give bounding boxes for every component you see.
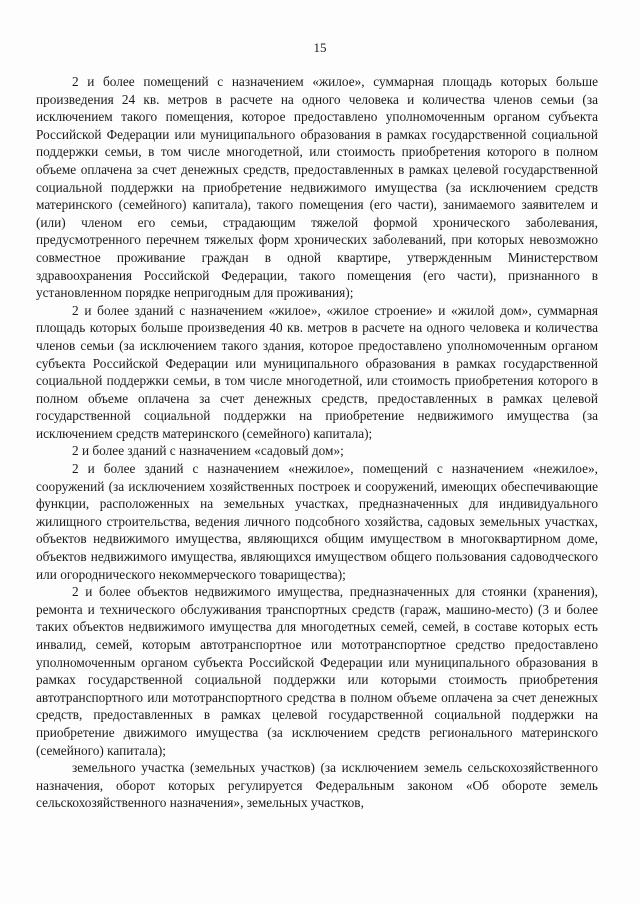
document-body (36, 73, 598, 812)
paragraph-non-residential: 2 и более зданий с назначением «нежилое», помещений с назначением «нежилое», сооружений (за исключением хозяйственных построек и сооружений, имеющих обеспечивающие функции, расположенных на земельных участках, предназначенных для индивидуального жилищного строительства, ведения личного подсобного хозяйства, садовых земельных участках, объектов недвижимого имущества, являющихся общим имуществом в многоквартирном доме, объектов недвижимого имущества, являющихся имуществом общего пользования садоводческого или огороднического некоммерческого товарищества); (36, 461, 598, 582)
page-number: 15 (313, 40, 327, 55)
paragraph-garden-houses: 2 и более зданий с назначением «садовый дом»; (72, 443, 344, 459)
paragraph-residential-premises: 2 и более помещений с назначением «жилое», суммарная площадь которых больше произведения 24 кв. метров в расчете на одного человека и количества членов семьи (за исключением такого помещения, которое предоставлено уполномоченным органом субъекта Российской Федерации или муниципального образования в рамках государственной социальной поддержки семьи, в том числе многодетной, или стоимость приобретения которого в полном объеме оплачена за счет денежных средств, предоставленных в рамках целевой государственной социальной поддержки на приобретение недвижимого имущества (за исключением средств материнского (семейного) капитала), такого помещения (его части), занимаемого заявителем и (или) членом его семьи, страдающим тяжелой формой хронического заболевания, предусмотренного перечнем тяжелых форм хронических заболеваний, при которых невозможно совместное проживание граждан в одной квартире, утвержденным Министерством здравоохранения Российской Федерации, такого помещения (его части), признанного в установленном порядке непригодным для проживания); (36, 74, 598, 301)
paragraph-residential-buildings: 2 и более зданий с назначением «жилое», «жилое строение» и «жилой дом», суммарная площадь которых больше произведения 40 кв. метров в расчете на одного человека и количества членов семьи (за исключением такого здания, которое предоставлено уполномоченным органом субъекта Российской Федерации или муниципального образования в рамках государственной социальной поддержки семьи, в том числе многодетной, или стоимость приобретения которого в полном объеме оплачена за счет денежных средств, предоставленных в рамках целевой государственной социальной поддержки на приобретение недвижимого имущества (за исключением средств материнского (семейного) капитала); (36, 302, 598, 441)
paragraph-land-plots: земельного участка (земельных участков) (за исключением земель сельскохозяйственного назначения, оборот которых регулируется Федеральным законом «Об обороте земель сельскохозяйственного назначения», земельных участков, (36, 760, 598, 811)
paragraph-garages: 2 и более объектов недвижимого имущества, предназначенных для стоянки (хранения), ремонта и технического обслуживания транспортных средств (гараж, машино-место) (3 и более таких объектов недвижимого имущества для многодетных семей, семей, в составе которых есть инвалид, семей, которым автотранспортное или мототранспортное средство предоставлено уполномоченным органом субъекта Российской Федерации или муниципального образования в рамках государственной социальной поддержки или которыми стоимость приобретения автотранспортного или мототранспортного средства в полном объеме оплачена за счет денежных средств, предоставленных в рамках целевой государственной социальной поддержки на приобретение движимого имущества (за исключением средств регионального материнского (семейного) капитала); (36, 584, 598, 758)
